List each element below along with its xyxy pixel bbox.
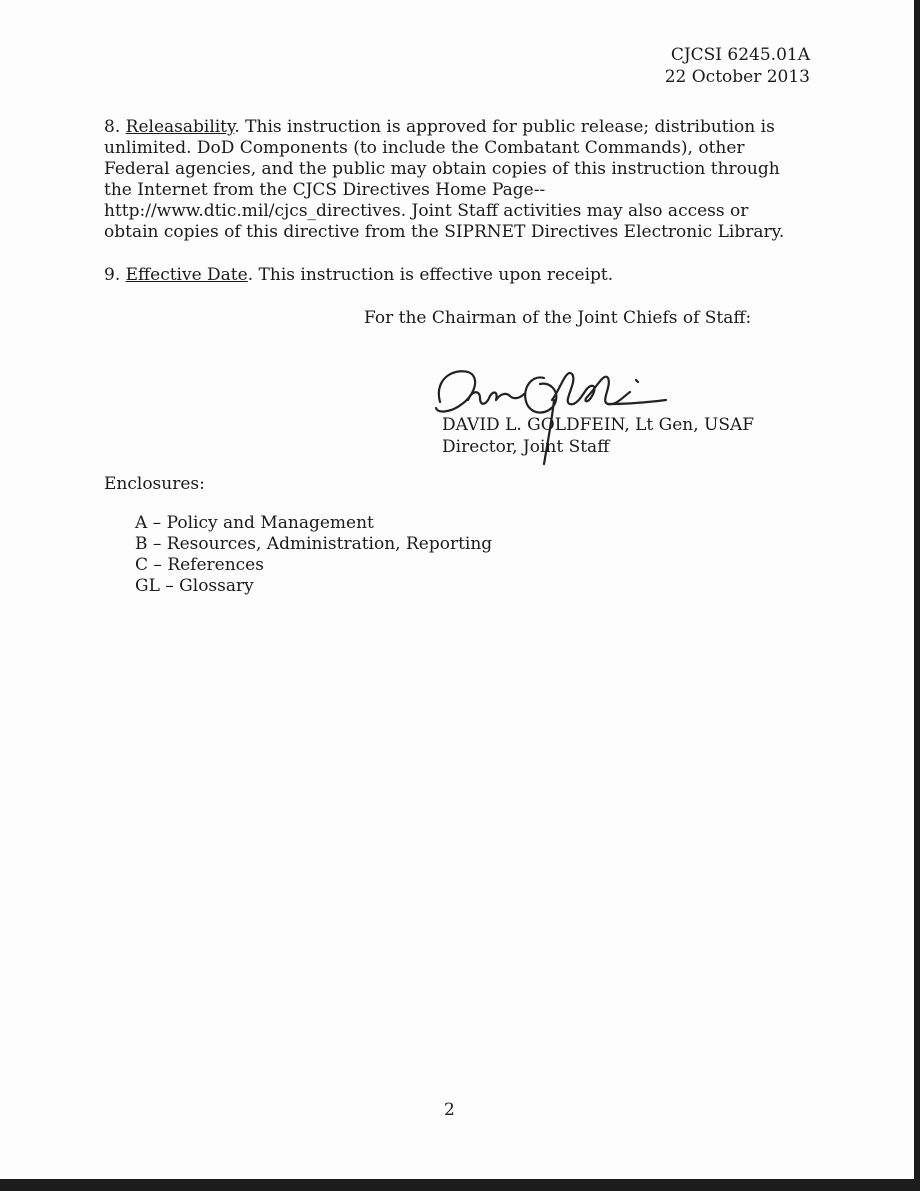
enclosures-label: Enclosures:	[104, 474, 205, 494]
section-effective-date	[104, 265, 804, 286]
enclosure-item: A – Policy and Management	[135, 513, 374, 533]
section-number: 9.	[104, 265, 121, 285]
section-text: . This instruction is approved for public release; distribution is unlimited. DoD Components (to include the Combatant Commands), other Federal agencies, and the public may obtain copies of this instruction through the Internet from the CJCS Directives Home Page-- http://www.dtic.mil/cjcs_directives. Joint Staff activities may also access or obtain copies of this directive from the SIPRNET Directives Electronic Library.	[104, 117, 785, 242]
enclosures-list	[135, 513, 492, 597]
section-heading: Effective Date	[125, 265, 248, 285]
signature-block	[432, 360, 772, 470]
section-heading: Releasability	[125, 117, 235, 137]
enclosure-item: GL – Glossary	[135, 576, 254, 596]
handwritten-signature	[432, 360, 682, 470]
section-number: 8.	[104, 117, 121, 137]
enclosure-item: C – References	[135, 555, 264, 575]
signatory-name: DAVID L. GOLDFEIN, Lt Gen, USAF	[442, 415, 755, 435]
page-number: 2	[444, 1100, 455, 1120]
enclosure-item: B – Resources, Administration, Reporting	[135, 534, 493, 554]
signatory-title: Director, Joint Staff	[442, 437, 610, 457]
section-text: . This instruction is effective upon receipt.	[247, 265, 614, 285]
section-releasability	[104, 117, 804, 243]
document-date: 22 October 2013	[664, 67, 810, 87]
document-number: CJCSI 6245.01A	[670, 45, 810, 65]
document-header	[665, 44, 810, 88]
scan-edge-right	[914, 0, 920, 1191]
scan-edge-bottom	[0, 1179, 920, 1191]
signature-for-line: For the Chairman of the Joint Chiefs of Staff:	[364, 308, 752, 328]
